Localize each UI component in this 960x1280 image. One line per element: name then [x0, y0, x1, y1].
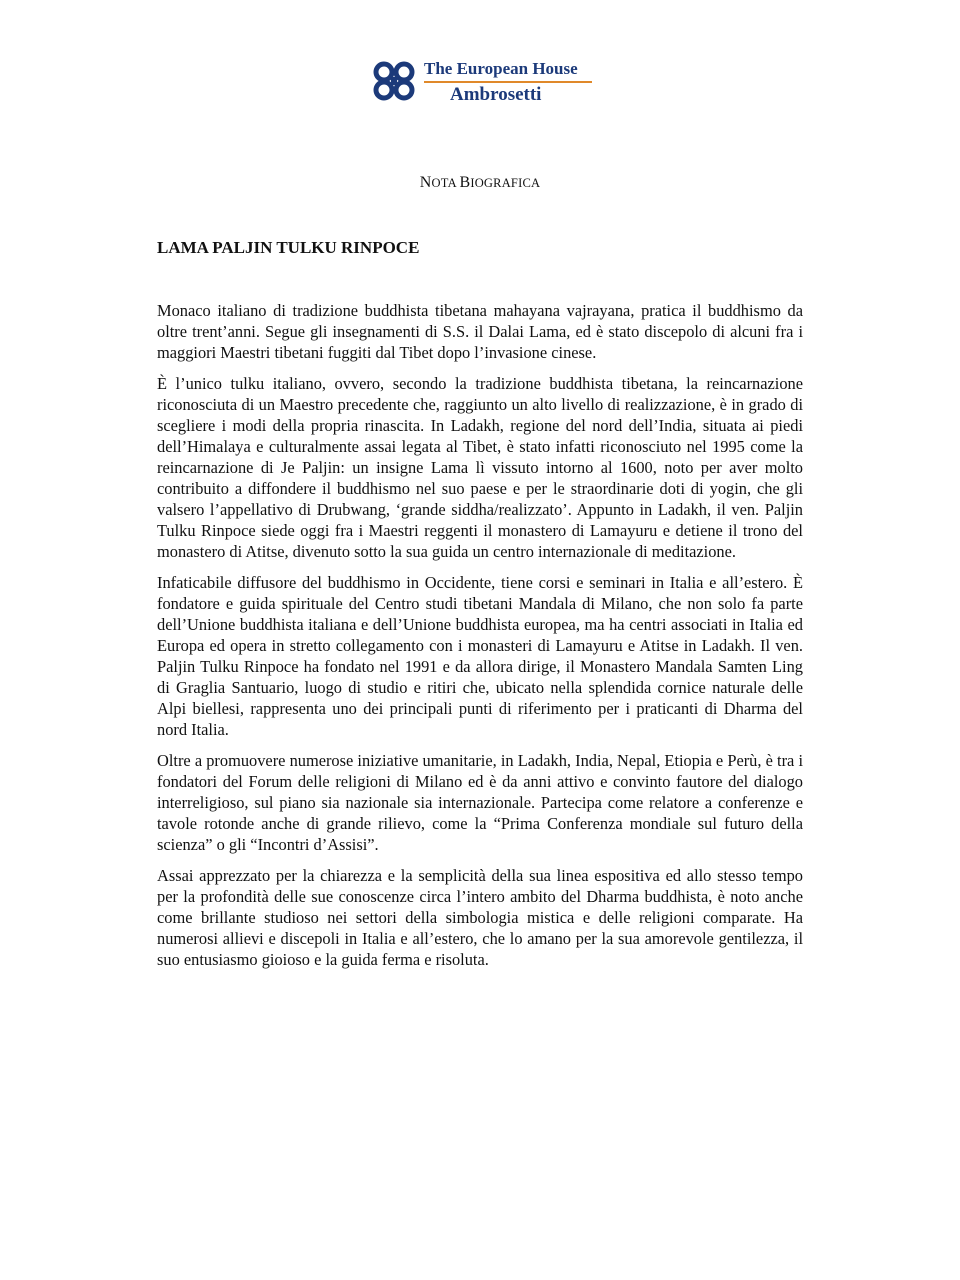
paragraph: È l’unico tulku italiano, ovvero, secondo la tradizione buddhista tibetana, la reincarnazione riconosciuta di un Maestro precedente che, raggiunto un alto livello di realizzazione, è in grado di scegliere i modi della propria rinascita. In Ladakh, regione del nord dell’India, situata ai piedi dell’Himalaya e culturalmente assai legata al Tibet, è stato infatti riconosciuto nel 1995 come la reincarnazione di Je Paljin: un insigne Lama lì vissuto intorno al 1600, noto per aver molto contribuito a diffondere il buddhismo nel suo paese e per le straordinarie doti di yogin, che gli valsero l’appellativo di Drubwang, ‘grande siddha/realizzato’. Appunto in Ladakh, il ven. Paljin Tulku Rinpoce siede oggi fra i Maestri reggenti il monastero di Lamayuru e detiene il trono del monastero di Atitse, divenuto sotto la sua guida un centro internazionale di meditazione.	[157, 374, 803, 561]
biography-body	[157, 300, 803, 980]
title-initial-2: B	[459, 174, 471, 191]
title-rest-1: OTA	[431, 176, 460, 190]
person-name: LAMA PALJIN TULKU RINPOCE	[157, 238, 420, 257]
logo-line-2: Ambrosetti	[450, 84, 542, 105]
paragraph: Infaticabile diffusore del buddhismo in Occidente, tiene corsi e seminari in Italia e all’estero. È fondatore e guida spirituale del Centro studi tibetani Mandala di Milano, che non solo fa parte dell’Unione buddhista italiana e dell’Unione buddhista europea, ma ha centri associati in Italia ed Europa ed opera in stretto collegamento con i monasteri di Lamayuru e Atitse in Ladakh. Il ven. Paljin Tulku Rinpoce ha fondato nel 1991 e da allora dirige, il Monastero Mandala Samten Ling di Graglia Santuario, luogo di studio e ritiri che, ubicato nella splendida cornice naturale delle Alpi biellesi, rappresenta uno dei principali punti di riferimento per i praticanti di Dharma del nord Italia.	[157, 573, 803, 739]
company-logo	[370, 58, 600, 114]
logo-line-1: The European House	[424, 59, 578, 78]
document-title	[0, 174, 960, 192]
title-rest-2: IOGRAFICA	[470, 176, 541, 190]
paragraph: Oltre a promuovere numerose iniziative umanitarie, in Ladakh, India, Nepal, Etiopia e Perù, è tra i fondatori del Forum delle religioni di Milano ed è da anni attivo e convinto fautore del dialogo interreligioso, sul piano sia nazionale sia internazionale. Partecipa come relatore a conferenze e tavole rotonde anche di grande rilievo, come la “Prima Conferenza mondiale sul futuro della scienza” o gli “Incontri d’Assisi”.	[157, 751, 803, 854]
paragraph: Assai apprezzato per la chiarezza e la semplicità della sua linea espositiva ed allo stesso tempo per la profondità delle sue conoscenze circa l’intero ambito del Dharma buddhista, è noto anche come brillante studioso nei settori della simbologia mistica e delle religioni comparate. Ha numerosi allievi e discepoli in Italia e all’estero, che lo amano per la sua amorevole gentilezza, il suo entusiasmo gioioso e la guida ferma e risoluta.	[157, 866, 803, 969]
european-house-logo-icon	[370, 58, 420, 104]
title-initial-1: N	[419, 174, 432, 191]
paragraph: Monaco italiano di tradizione buddhista tibetana mahayana vajrayana, pratica il buddhismo da oltre trent’anni. Segue gli insegnamenti di S.S. il Dalai Lama, ed è stato discepolo di alcuni fra i maggiori Maestri tibetani fuggiti dal Tibet dopo l’invasione cinese.	[157, 301, 803, 362]
